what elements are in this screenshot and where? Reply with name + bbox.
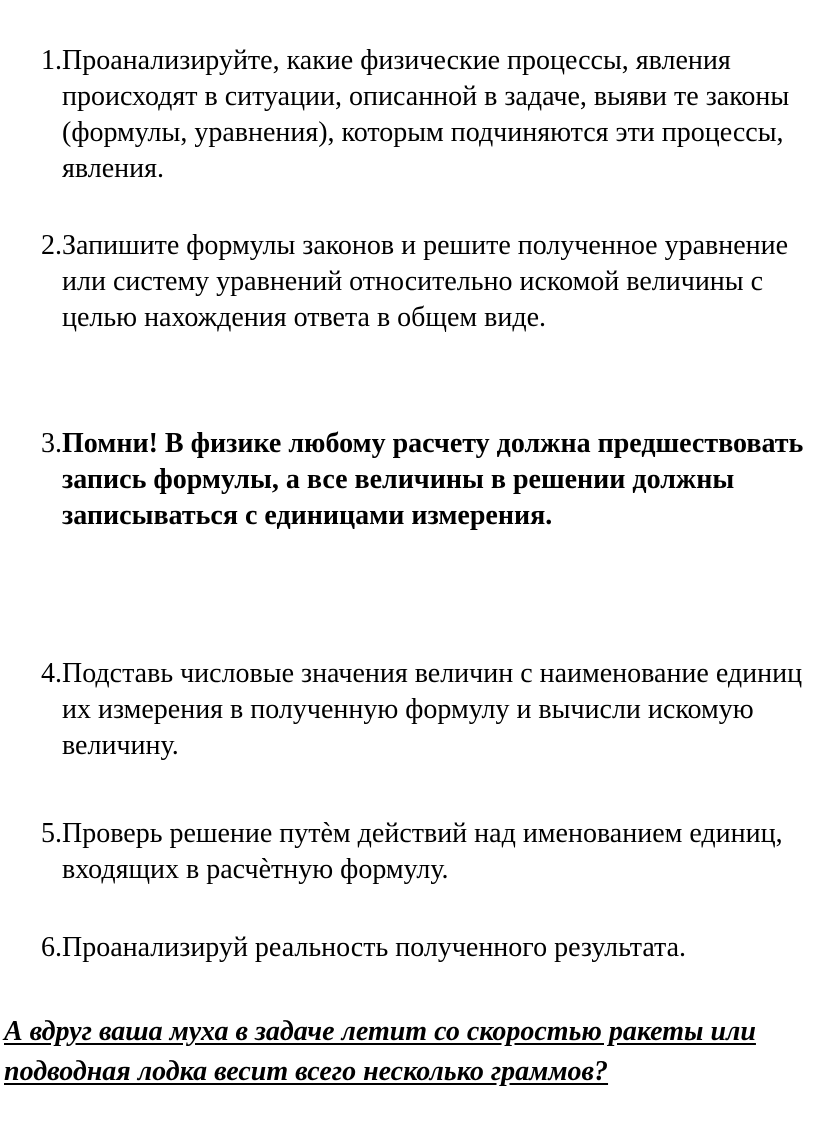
list-item-number: 6. — [41, 932, 62, 963]
list-item-4 — [28, 656, 808, 764]
list-item-text: Запишите формулы законов и решите полученное уравнение или систему уравнений относительно искомой величины с целью нахождения ответа в общем виде. — [62, 230, 789, 333]
list-item-text: Подставь числовые значения величин с наименование единиц их измерения в полученную формулу и вычисли искомую величину. — [62, 658, 803, 761]
list-item-number: 3. — [41, 428, 62, 459]
list-item-text: Проверь решение путѐм действий над именованием единиц, входящих в расчѐтную формулу. — [62, 818, 783, 885]
list-item-2 — [28, 228, 808, 336]
list-item-number: 1. — [41, 45, 62, 76]
list-item-5 — [28, 816, 808, 888]
list-item-text: Проанализируй реальность полученного результата. — [62, 932, 687, 963]
closing-question: А вдруг ваша муха в задаче летит со скоростью ракеты или подводная лодка весит всего несколько граммов? — [4, 1016, 756, 1087]
list-item-3 — [28, 426, 808, 534]
list-item-6 — [28, 930, 808, 966]
list-item-text-bold: Помни! В физике любому расчету должна предшествовать запись формулы, а все величины в решении должны записываться с единицами измерения. — [62, 428, 804, 531]
list-item-number: 4. — [41, 658, 62, 689]
list-item-number: 2. — [41, 230, 62, 261]
list-item-1 — [28, 43, 808, 187]
list-item-text: Проанализируйте, какие физические процессы, явления происходят в ситуации, описанной в задаче, выяви те законы (формулы, уравнения), которым подчиняются эти процессы, явления. — [62, 45, 790, 184]
list-item-number: 5. — [41, 818, 62, 849]
